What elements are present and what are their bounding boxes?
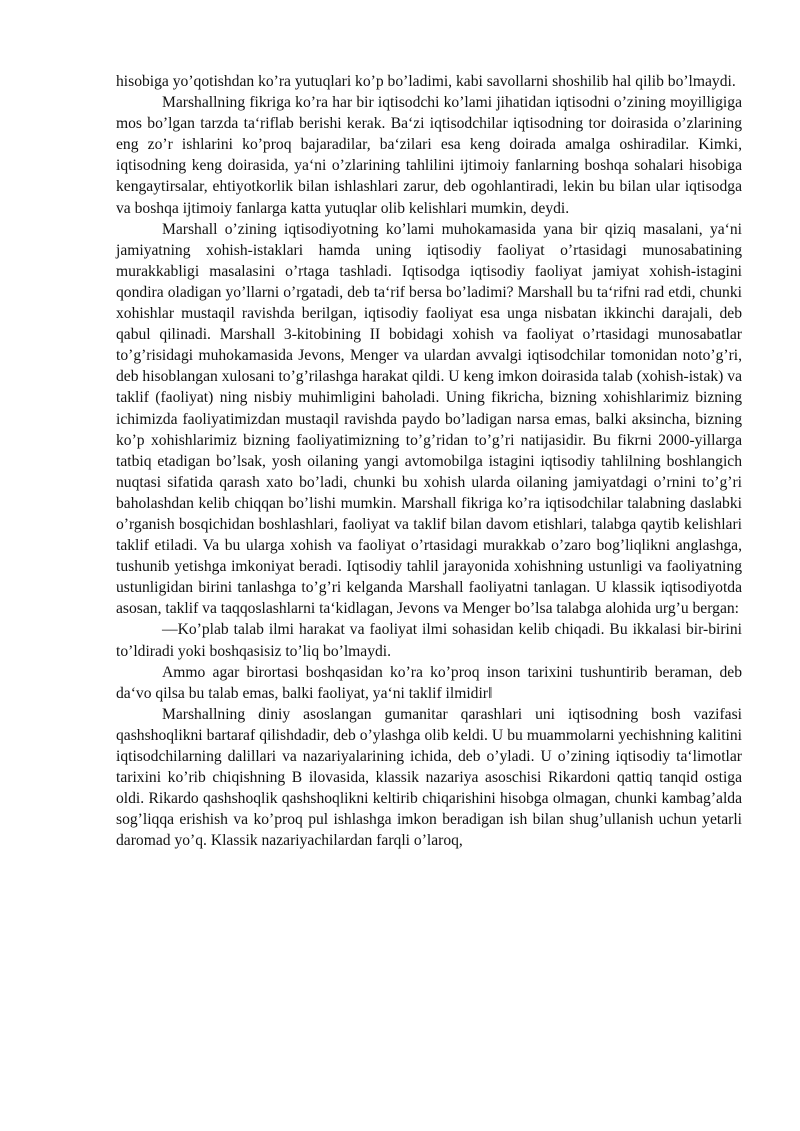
paragraph-3: Marshall o’zining iqtisodiyotning ko’lami muhokamasida yana bir qiziq masalani, ya‘ni jamiyatning xohish-istaklari hamda uning iqtisodiy faoliyat o’rtasidagi munosabatining murakkabligi masalasini o’rtaga tashladi. Iqtisodga iqtisodiy faoliyat jamiyat xohish-istagini qondira oladigan yo’llarni o’rgatadi, deb ta‘rif bersa bo’ladimi? Marshall bu ta‘rifni rad etdi, chunki xohishlar mustaqil ravishda berilgan, iqtisodiy faoliyat esa unga nisbatan ikkinchi darajali, deb qabul qilinadi. Marshall 3-kitobining II bobidagi xohish va faoliyat o’rtasidagi munosabatlar to’g’risidagi muhokamasida Jevons, Menger va ulardan avvalgi iqtisodchilar tomonidan noto’g’ri, deb hisoblangan xulosani to’g’rilashga harakat qildi. U keng imkon doirasida talab (xohish-istak) va taklif (faoliyat) ning nisbiy muhimligini baholadi. Uning fikricha, bizning xohishlarimiz bizning ichimizda faoliyatimizdan mustaqil ravishda paydo bo’ladigan narsa emas, balki aksincha, bizning ko’p xohishlarimiz bizning faoliyatimizning to’g’ridan to’g’ri natijasidir. Bu fikrni 2000-yillarga tatbiq etadigan bo’lsak, yosh oilaning yangi avtomobilga istagini iqtisodiy tahlilning boshlangich nuqtasi sifatida qarash xato bo’ladi, chunki bu xohish ularda oilaning jamiyatdagi o’rnini to’g’ri baholashdan kelib chiqqan bo’lishi mumkin. Marshall fikriga ko’ra iqtisodchilar talabning daslabki o’rganish bosqichidan boshlashlari, faoliyat va taklif bilan davom etishlari, talabga qaytib kelishlari taklif etiladi. Va bu ularga xohish va faoliyat o’rtasidagi murakkab o’zaro bog’liqlikni anglashga, tushunib yetishga imkoniyat beradi. Iqtisodiy tahlil jarayonida xohishning ustunligi va faoliyatning ustunligidan birini tanlashga to’g’ri kelganda Marshall faoliyatni tanlagan. U klassik iqtisodiyotda asosan, taklif va taqqoslashlarni ta‘kidlagan, Jevons va Menger bo’lsa talabga alohida urg’u bergan: [116,220,742,618]
paragraph-6: Marshallning diniy asoslangan gumanitar qarashlari uni iqtisodning bosh vazifasi qashshoqlikni bartaraf qilishdadir, deb o’ylashga olib keldi. U bu muammolarni yechishning kalitini iqtisodchilarning dalillari va nazariyalarining ichida, deb o’yladi. U o’zining iqtisodiy ta‘limotlar tarixini ko’rib chiqishning B ilovasida, klassik nazariya asoschisi Rikardoni qattiq tanqid ostiga oldi. Rikardo qashshoqlik qashshoqlikni keltirib chiqarishini hisobga olmagan, chunki kambag’alda sog’liqqa erishish va ko’proq pul ishlashga imkon beradigan ish bilan shug’ullanish uchun yetarli daromad yo’q. Klassik nazariyachilardan farqli o’laroq, [116,705,742,850]
document-page [116,71,742,851]
paragraph-4-quote: ―Ko’plab talab ilmi harakat va faoliyat ilmi sohasidan kelib chiqadi. Bu ikkalasi bir-birini to’ldiradi yoki boshqasisiz to’liq bo’lmaydi. [116,621,742,660]
paragraph-2: Marshallning fikriga ko’ra har bir iqtisodchi ko’lami jihatidan iqtisodni o’zining moyilligiga mos bo’lgan tarzda ta‘riflab berishi kerak. Ba‘zi iqtisodchilar iqtisodning tor doirasida o’zlarining eng zo’r ishlarini ko’proq bajaradilar, ba‘zilari esa keng doirada amalga oshiradilar. Kimki, iqtisodning keng doirasida, ya‘ni o’zlarining tahlilini ijtimoiy fanlarning boshqa sohalari hisobiga kengaytirsalar, ehtiyotkorlik bilan ishlashlari zarur, deb ogohlantiradi, lekin bu bilan ular iqtisodga va boshqa ijtimoiy fanlarga katta yutuqlar olib kelishlari mumkin, deydi. [116,94,742,217]
paragraph-1: hisobiga yo’qotishdan ko’ra yutuqlari ko’p bo’ladimi, kabi savollarni shoshilib hal qilib bo’lmaydi. [116,73,736,90]
paragraph-5-quote-end: Ammo agar birortasi boshqasidan ko’ra ko’proq inson tarixini tushuntirib beraman, deb da‘vo qilsa bu talab emas, balki faoliyat, ya‘ni taklif ilmidir‖ [116,663,742,702]
